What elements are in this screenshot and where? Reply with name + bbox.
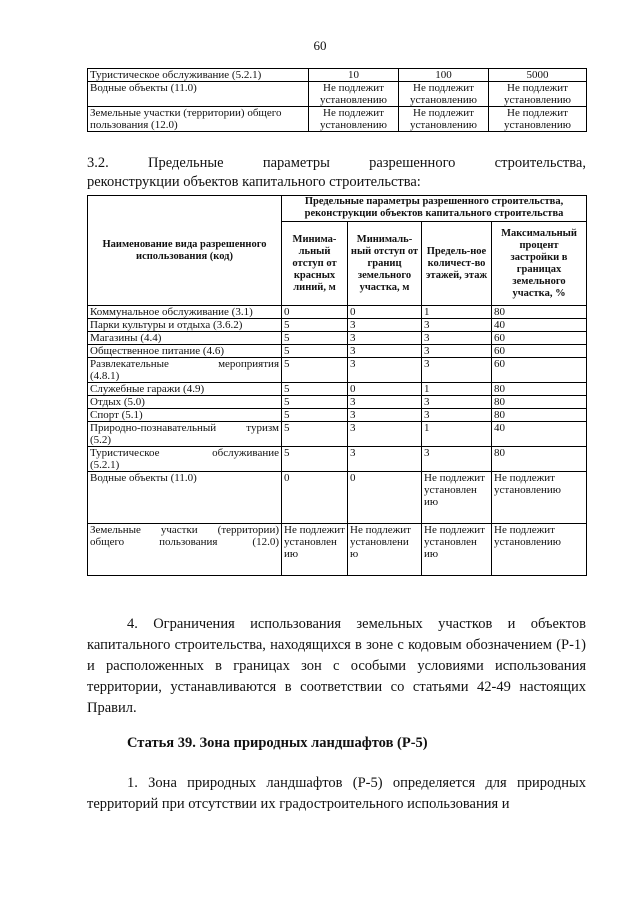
cell: 60 — [492, 332, 587, 345]
cell: Не подлежит установлению — [492, 524, 587, 576]
row-name: Отдых (5.0) — [88, 396, 282, 409]
cell: 3 — [348, 409, 422, 422]
cell: 5 — [282, 409, 348, 422]
cell: 5 — [282, 345, 348, 358]
row-name-code: (5.2.1) — [90, 459, 120, 471]
table-row — [88, 69, 587, 82]
cell: 5 — [282, 319, 348, 332]
cell: 80 — [492, 409, 587, 422]
cell: 40 — [492, 422, 587, 447]
row-name-line: Природно-познавательный туризм — [90, 422, 279, 434]
cell: 0 — [348, 383, 422, 396]
cell: 3 — [422, 358, 492, 383]
paragraph-4: 4. Ограничения использования земельных участков и объектов капитального строительства, находящихся в зоне с кодовым обозначением (Р-1) и расположенных в границах зон с особыми условиями использования территории, устанавливаются в соответствии со статьями 42-49 настоящих Правил. — [87, 616, 586, 716]
cell: 1 — [422, 422, 492, 447]
cell: Не подлежит установлени ю — [348, 524, 422, 576]
row-name: Магазины (4.4) — [88, 332, 282, 345]
cell: 60 — [492, 358, 587, 383]
cell: 0 — [348, 306, 422, 319]
table-row — [88, 524, 587, 576]
cell: 10 — [309, 69, 399, 82]
cell: 0 — [282, 306, 348, 319]
cell: 3 — [348, 447, 422, 472]
table-row — [88, 82, 587, 107]
cell: 80 — [492, 447, 587, 472]
cell: 5 — [282, 332, 348, 345]
cell: Не подлежит установлению — [309, 82, 399, 107]
row-name: Общественное питание (4.6) — [88, 345, 282, 358]
header-name: Наименование вида разрешенного использования (код) — [88, 196, 282, 306]
cell: 3 — [422, 409, 492, 422]
table-row — [88, 107, 587, 132]
table-header-row — [88, 196, 587, 222]
cell: 0 — [282, 472, 348, 524]
section-heading — [87, 154, 586, 192]
row-name: Служебные гаражи (4.9) — [88, 383, 282, 396]
row-name: Водные объекты (11.0) — [88, 82, 309, 107]
cell: 5 — [282, 447, 348, 472]
cell: 80 — [492, 396, 587, 409]
cell: 3 — [348, 358, 422, 383]
cell: 3 — [422, 332, 492, 345]
cell: 40 — [492, 319, 587, 332]
table-row — [88, 396, 587, 409]
parameters-table — [87, 195, 587, 576]
section-heading-line1: 3.2. Предельные параметры разрешенного строительства, — [87, 155, 586, 171]
cell: 3 — [348, 396, 422, 409]
cell: Не подлежит установлен ию — [422, 524, 492, 576]
row-name — [88, 422, 282, 447]
paragraph-1: 1. Зона природных ландшафтов (Р-5) определяется для природных территорий при отсутствии их градостроительного использования и — [87, 775, 586, 812]
article-title: Статья 39. Зона природных ландшафтов (Р-5) — [127, 735, 428, 751]
cell: Не подлежит установлению — [309, 107, 399, 132]
row-name — [88, 447, 282, 472]
cell: 1 — [422, 306, 492, 319]
row-name: Спорт (5.1) — [88, 409, 282, 422]
cell: 3 — [422, 345, 492, 358]
row-name: Парки культуры и отдыха (3.6.2) — [88, 319, 282, 332]
cell: 0 — [348, 472, 422, 524]
top-table — [87, 68, 587, 132]
row-name: Водные объекты (11.0) — [88, 472, 282, 524]
table-row — [88, 332, 587, 345]
cell: 1 — [422, 383, 492, 396]
table-row — [88, 447, 587, 472]
header-col: Минималь-ный отступ от границ земельного участка, м — [348, 222, 422, 306]
cell: Не подлежит установлению — [492, 472, 587, 524]
cell: 3 — [348, 422, 422, 447]
table-row — [88, 472, 587, 524]
cell: 3 — [348, 332, 422, 345]
table-row — [88, 345, 587, 358]
page-number: 60 — [313, 38, 327, 53]
cell: 5 — [282, 396, 348, 409]
cell: Не подлежит установлен ию — [282, 524, 348, 576]
header-group: Предельные параметры разрешенного строительства, реконструкции объектов капитального строительства — [282, 196, 587, 222]
table-row — [88, 422, 587, 447]
table-row — [88, 319, 587, 332]
header-col: Предель-ное количест-во этажей, этаж — [422, 222, 492, 306]
cell: Не подлежит установлению — [489, 107, 587, 132]
table-row — [88, 383, 587, 396]
table-row — [88, 358, 587, 383]
cell: 5 — [282, 383, 348, 396]
cell: Не подлежит установлению — [399, 82, 489, 107]
row-name: Земельные участки (территории) общего пользования (12.0) — [88, 107, 309, 132]
section-heading-line2: реконструкции объектов капитального строительства: — [87, 174, 421, 190]
cell: 3 — [422, 319, 492, 332]
header-col: Минима-льный отступ от красных линий, м — [282, 222, 348, 306]
row-name: Земельные участки (территории) общего пользования (12.0) — [88, 524, 282, 576]
cell: Не подлежит установлению — [489, 82, 587, 107]
row-name-code: (5.2) — [90, 434, 112, 446]
row-name — [88, 358, 282, 383]
table-row — [88, 409, 587, 422]
row-name: Коммунальное обслуживание (3.1) — [88, 306, 282, 319]
row-name: Туристическое обслуживание (5.2.1) — [88, 69, 309, 82]
cell: 5 — [282, 358, 348, 383]
cell: 5000 — [489, 69, 587, 82]
cell: 80 — [492, 306, 587, 319]
cell: 3 — [422, 396, 492, 409]
cell: 80 — [492, 383, 587, 396]
cell: 3 — [348, 345, 422, 358]
table-row — [88, 306, 587, 319]
row-name-line: Развлекательные мероприятия — [90, 358, 279, 370]
cell: 100 — [399, 69, 489, 82]
cell: Не подлежит установлению — [399, 107, 489, 132]
header-col: Максимальный процент застройки в границах земельного участка, % — [492, 222, 587, 306]
cell: 60 — [492, 345, 587, 358]
cell: Не подлежит установлен ию — [422, 472, 492, 524]
cell: 3 — [422, 447, 492, 472]
row-name-code: (4.8.1) — [90, 370, 120, 382]
cell: 5 — [282, 422, 348, 447]
row-name-line: Туристическое обслуживание — [90, 447, 279, 459]
cell: 3 — [348, 319, 422, 332]
